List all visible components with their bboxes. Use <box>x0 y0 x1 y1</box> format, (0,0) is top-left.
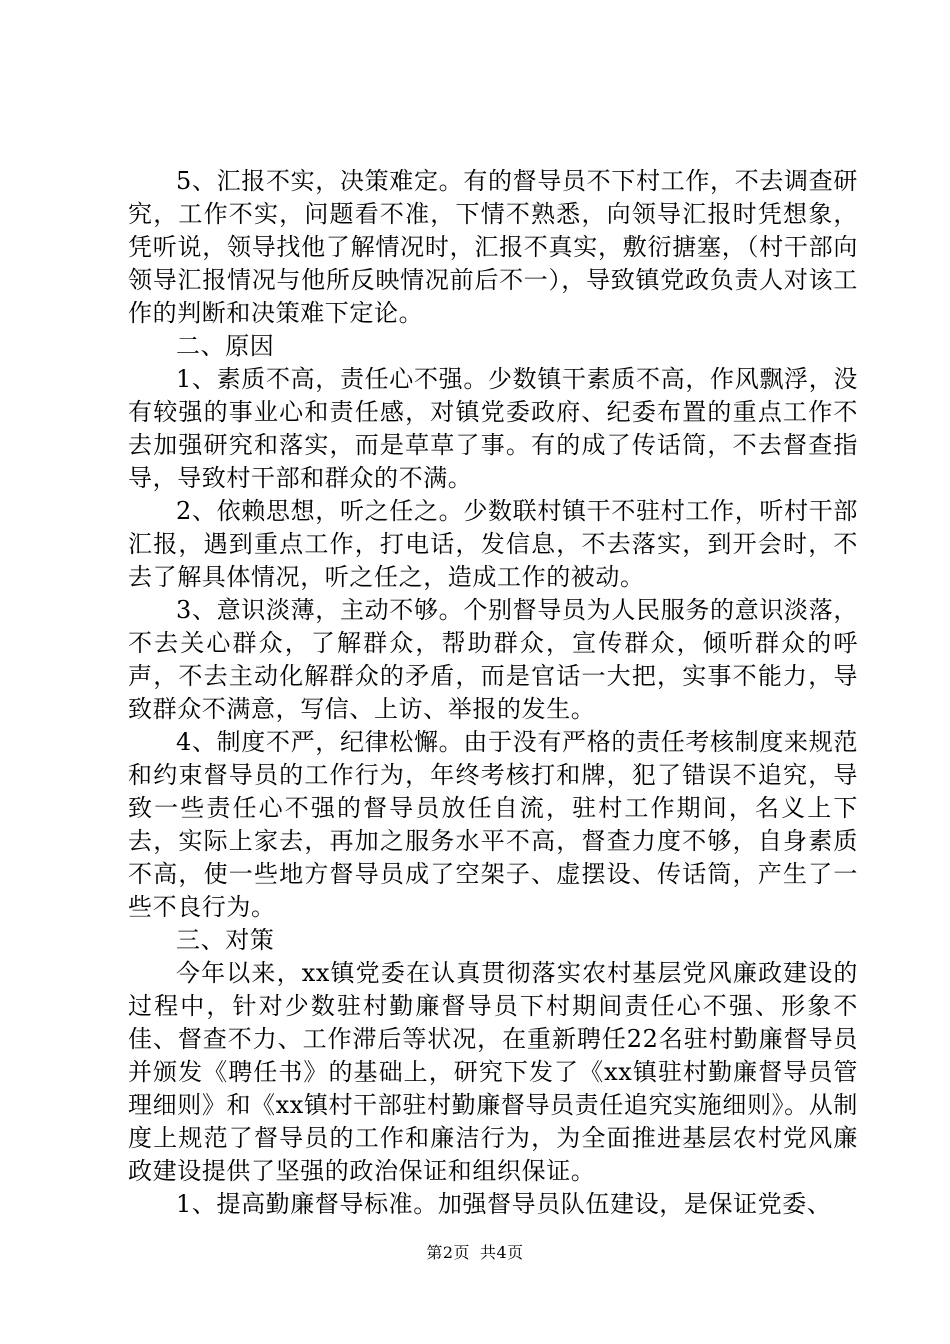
paragraph-cause-dependence: 2、依赖思想，听之任之。少数联村镇干不驻村工作，听村干部汇报，遇到重点工作，打电话，发信息，不去落实，到开会时，不去了解具体情况，听之任之，造成工作的被动。 <box>128 497 858 591</box>
page-footer <box>0 1243 950 1263</box>
paragraph-cause-quality: 1、素质不高，责任心不强。少数镇干素质不高，作风飘浮，没有较强的事业心和责任感，对镇党委政府、纪委布置的重点工作不去加强研究和落实，而是草草了事。有的成了传话筒，不去督查指导，导致村干部和群众的不满。 <box>128 365 858 492</box>
paragraph-cause-awareness: 3、意识淡薄，主动不够。个别督导员为人民服务的意识淡落，不去关心群众，了解群众，帮助群众，宣传群众，倾听群众的呼声，不去主动化解群众的矛盾，而是官话一大把，实事不能力，导致群众不满意，写信、上访、举报的发生。 <box>128 596 858 723</box>
section-heading-causes: 二、原因 <box>176 332 275 360</box>
paragraph-report-inaccurate: 5、汇报不实，决策难定。有的督导员不下村工作，不去调查研究，工作不实，问题看不准，下情不熟悉，向领导汇报时凭想象，凭听说，领导找他了解情况时，汇报不真实，敷衍搪塞，（村干部向领导汇报情况与他所反映情况前后不一），导致镇党政负责人对该工作的判断和决策难下定论。 <box>128 167 858 327</box>
page-number: 第2页 <box>426 1243 470 1262</box>
section-heading-measures: 三、对策 <box>176 926 275 954</box>
paragraph-cause-discipline: 4、制度不严，纪律松懈。由于没有严格的责任考核制度来规范和约束督导员的工作行为，年终考核打和牌，犯了错误不追究，导致一些责任心不强的督导员放任自流，驻村工作期间，名义上下去，实际上家去，再加之服务水平不高，督查力度不够，自身素质不高，使一些地方督导员成了空架子、虚摆设、传话筒，产生了一些不良行为。 <box>128 728 858 921</box>
page-total: 共4页 <box>480 1243 524 1262</box>
paragraph-measure-standards: 1、提高勤廉督导标准。加强督导员队伍建设，是保证党委、 <box>176 1190 832 1218</box>
document-body <box>128 165 858 1221</box>
paragraph-measures-intro: 今年以来，xx镇党委在认真贯彻落实农村基层党风廉政建设的过程中，针对少数驻村勤廉督导员下村期间责任心不强、形象不佳、督查不力、工作滞后等状况，在重新聘任22名驻村勤廉督导员并颁发《聘任书》的基础上，研究下发了《xx镇驻村勤廉督导员管理细则》和《xx镇村干部驻村勤廉督导员责任追究实施细则》。从制度上规范了督导员的工作和廉洁行为，为全面推进基层农村党风廉政建设提供了坚强的政治保证和组织保证。 <box>128 959 858 1185</box>
